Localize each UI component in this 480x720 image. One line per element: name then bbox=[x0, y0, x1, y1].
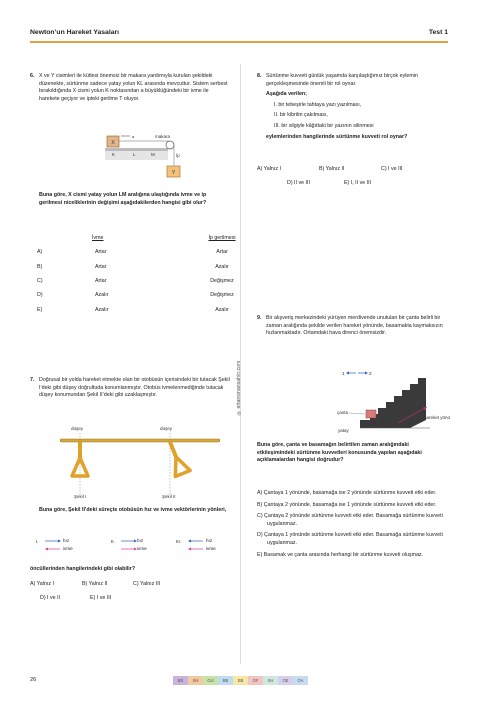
footer-tab[interactable]: EB bbox=[233, 676, 248, 685]
option-c[interactable]: C) I ve III bbox=[381, 166, 403, 172]
option-letter: D) bbox=[37, 292, 43, 299]
escalator-figure bbox=[330, 368, 450, 436]
question-6-prompt: Buna göre, X cismi yatay yolun LM aralığına ulaştığında ivme ve ip gerilmesi niceliklerinin değişimi aşağıdakilerden hangisi gibi olur? bbox=[39, 192, 207, 206]
option-row[interactable] bbox=[37, 274, 262, 288]
question-text: Bir alışveriş merkezindeki yürüyen merdivende unutulan bir çanta belirli bir zaman aralığında şekilde verilen hareket yönünde, basamakta kaymaksızın hızlanmaktadır. Ortamdaki hava direnci önemsizdir. bbox=[266, 315, 443, 337]
question-number: 6. bbox=[30, 73, 35, 79]
option-e[interactable]: E) I ve III bbox=[90, 595, 112, 601]
option-gerilme: Değişmez bbox=[210, 292, 234, 299]
question-text: X ve Y cisimleri ile kütlesi önemsiz bir makara yardımıyla kurulan şekildeki düzenekte, sürtünme sadece yatay yolun KL arasında mevcuttur. Sistem serbest bırakıldığında X cismi yolun K noktasından a büyüklüğündeki bir ivme ile harekete geçiyor ve ipteki gerilme T oluyor. bbox=[39, 73, 228, 102]
question-number: 9. bbox=[257, 315, 262, 321]
question-8-options-row2 bbox=[287, 180, 452, 188]
footer-tab[interactable]: OF bbox=[248, 676, 263, 685]
vector-options: I. hız ivme II. hız ivme III. hız ivme bbox=[36, 538, 216, 551]
option-e[interactable]: E) Basamak ve çanta arasında herhangi bir sürtünme kuvveti oluşmaz. bbox=[257, 551, 424, 558]
label-sekil-2: Şekil II bbox=[162, 494, 176, 499]
question-8 bbox=[257, 73, 452, 141]
header-rule bbox=[30, 41, 448, 43]
handle-2 bbox=[163, 439, 191, 477]
option-gerilme: Değişmez bbox=[210, 278, 234, 285]
question-number: 7. bbox=[30, 377, 35, 383]
handle-1 bbox=[72, 442, 88, 476]
question-6 bbox=[30, 73, 230, 103]
label-sekil-1: Şekil I bbox=[74, 494, 87, 499]
question-7-prompt-2: öncüllerinden hangilerindeki gibi olabilir? bbox=[30, 566, 136, 572]
option-letter: C) bbox=[37, 278, 43, 285]
option-b[interactable]: B) Yalnız II bbox=[82, 581, 108, 587]
footer-tab[interactable]: SH bbox=[263, 676, 278, 685]
question-9-prompt: Buna göre, çanta ve basamağın belirtilen zaman aralığındaki etkileşimindeki sürtünme kuvvetleri konusunda yapılan aşağıdaki açıklamalardan hangisi doğrudur? bbox=[257, 442, 422, 464]
question-7 bbox=[30, 377, 230, 400]
test-label: Test 1 bbox=[428, 29, 448, 36]
question-7-options-row2 bbox=[40, 595, 230, 603]
question-8-options-row1 bbox=[257, 166, 452, 174]
rail bbox=[60, 439, 220, 442]
escalator-steps bbox=[360, 378, 426, 428]
footer-tab[interactable]: BS bbox=[173, 676, 188, 685]
label-y: Y bbox=[171, 170, 176, 176]
question-9 bbox=[257, 315, 452, 338]
option-gerilme: Artar bbox=[216, 249, 228, 256]
footer-tab[interactable]: BB bbox=[218, 676, 233, 685]
option-a[interactable]: A) Çantaya 1 yönünde, basamağa ise 2 yönünde sürtünme kuvveti etki eder. bbox=[257, 490, 437, 496]
footer-tabs bbox=[173, 676, 308, 685]
option-ivme: Azalır bbox=[95, 292, 109, 299]
question-7-options-row1 bbox=[30, 581, 230, 589]
option-letter: A) bbox=[37, 249, 43, 256]
question-8-prompt: eylemlerinden hangilerinde sürtünme kuvveti rol oynar? bbox=[266, 133, 408, 140]
option-gerilme: Azalır bbox=[215, 306, 229, 313]
question-8-item: II. bir kibritin çakılması, bbox=[274, 112, 328, 119]
footer-tab[interactable]: OE bbox=[278, 676, 293, 685]
option-d[interactable]: D) Çantaya 1 yönünde sürtünme kuvveti etki eder. Basamağa sürtünme kuvveti uygulanmaz. bbox=[257, 532, 443, 546]
label-dusey-2: düşey bbox=[160, 426, 173, 431]
table-surface bbox=[105, 148, 168, 151]
handle-figure bbox=[60, 424, 220, 502]
page-title: Newton’un Hareket Yasaları bbox=[30, 29, 120, 36]
side-url bbox=[236, 326, 245, 416]
label-m: M bbox=[151, 152, 155, 157]
label-yatay: yatay bbox=[338, 428, 349, 433]
option-a[interactable]: A) Yalnız I bbox=[30, 581, 54, 587]
column-ivme: İvme bbox=[92, 235, 104, 242]
option-row[interactable] bbox=[37, 302, 262, 316]
option-b[interactable]: B) Çantaya 2 yönünde, basamağa ise 1 yönünde sürtünme kuvveti etki eder. bbox=[257, 501, 437, 508]
footer-tab[interactable]: GU bbox=[203, 676, 218, 685]
side-url-text: ertansinansahin.com bbox=[236, 360, 242, 409]
label-x: X bbox=[111, 140, 115, 146]
option-b[interactable]: B) Yalnız II bbox=[319, 166, 345, 172]
column-ip-gerilmesi: İp gerilmesi bbox=[208, 235, 236, 242]
option-row[interactable] bbox=[37, 260, 262, 274]
label-k: K bbox=[112, 152, 116, 157]
label-direction-1: 1 bbox=[342, 372, 345, 377]
label-hareket-yonu: hareket yönü bbox=[424, 415, 450, 420]
bag bbox=[366, 410, 376, 418]
label-dusey-1: düşey bbox=[71, 426, 84, 431]
globe-icon: ◎ bbox=[236, 408, 242, 416]
pulley bbox=[166, 141, 174, 149]
option-row[interactable] bbox=[37, 245, 262, 259]
option-ivme: Artar bbox=[95, 249, 107, 256]
label-ip: İp bbox=[176, 153, 180, 158]
page-number: 26 bbox=[30, 677, 37, 683]
label-direction-2: 2 bbox=[369, 372, 372, 377]
option-ivme: Azalır bbox=[95, 306, 109, 313]
footer-tab[interactable]: OA bbox=[293, 676, 308, 685]
option-d[interactable]: D) II ve III bbox=[287, 180, 310, 186]
answer-table bbox=[37, 231, 262, 317]
question-8-item: III. bir silgiyle kâğıttaki bir yazının silinmesi bbox=[274, 122, 374, 129]
footer-tab[interactable]: SH bbox=[188, 676, 203, 685]
question-8-item: I. bir tebeşirle tahtaya yazı yazılması, bbox=[274, 101, 362, 108]
option-a[interactable]: A) Yalnız I bbox=[257, 166, 281, 172]
option-letter: E) bbox=[37, 306, 43, 313]
label-a: a bbox=[132, 134, 135, 139]
question-9-options bbox=[257, 490, 453, 563]
question-7-prompt: Buna göre, Şekil II’deki süreçte otobüsün hız ve ivme vektörlerinin yönleri, bbox=[39, 507, 227, 513]
option-c[interactable]: C) Yalnız III bbox=[133, 581, 161, 587]
option-row[interactable] bbox=[37, 288, 262, 302]
label-canta: çanta bbox=[337, 410, 349, 415]
question-text: Sürtünme kuvveti günlük yaşamda karşılaştığımız birçok eylemin gerçekleşmesinde önemli bir rol oynar. bbox=[266, 73, 418, 87]
option-letter: B) bbox=[37, 263, 43, 270]
option-e[interactable]: E) I, II ve III bbox=[344, 180, 372, 186]
label-makara: makara bbox=[155, 134, 171, 139]
option-d[interactable]: D) I ve II bbox=[40, 595, 61, 601]
question-number: 8. bbox=[257, 73, 262, 79]
question-8-lead: Aşağıda verilen; bbox=[266, 91, 307, 98]
option-ivme: Artar bbox=[95, 263, 107, 270]
label-l: L bbox=[133, 152, 136, 157]
question-text: Doğrusal bir yolda hareket etmekte olan bir otobüsün içerisindeki bir tutacak Şekil I’deki gibi düşey doğrultuda konumlanmıştır. Otobüs ivmelenmediğinde tutacak düşey konumundan Şekil II’deki gibi uzaklaşmıştır. bbox=[39, 377, 230, 399]
pulley-figure bbox=[103, 132, 189, 184]
option-gerilme: Azalır bbox=[215, 263, 229, 270]
option-ivme: Artar bbox=[95, 278, 107, 285]
option-c[interactable]: C) Çantaya 2 yönünde sürtünme kuvveti etki eder. Basamağa sürtünme kuvveti uygulanmaz. bbox=[257, 513, 443, 527]
